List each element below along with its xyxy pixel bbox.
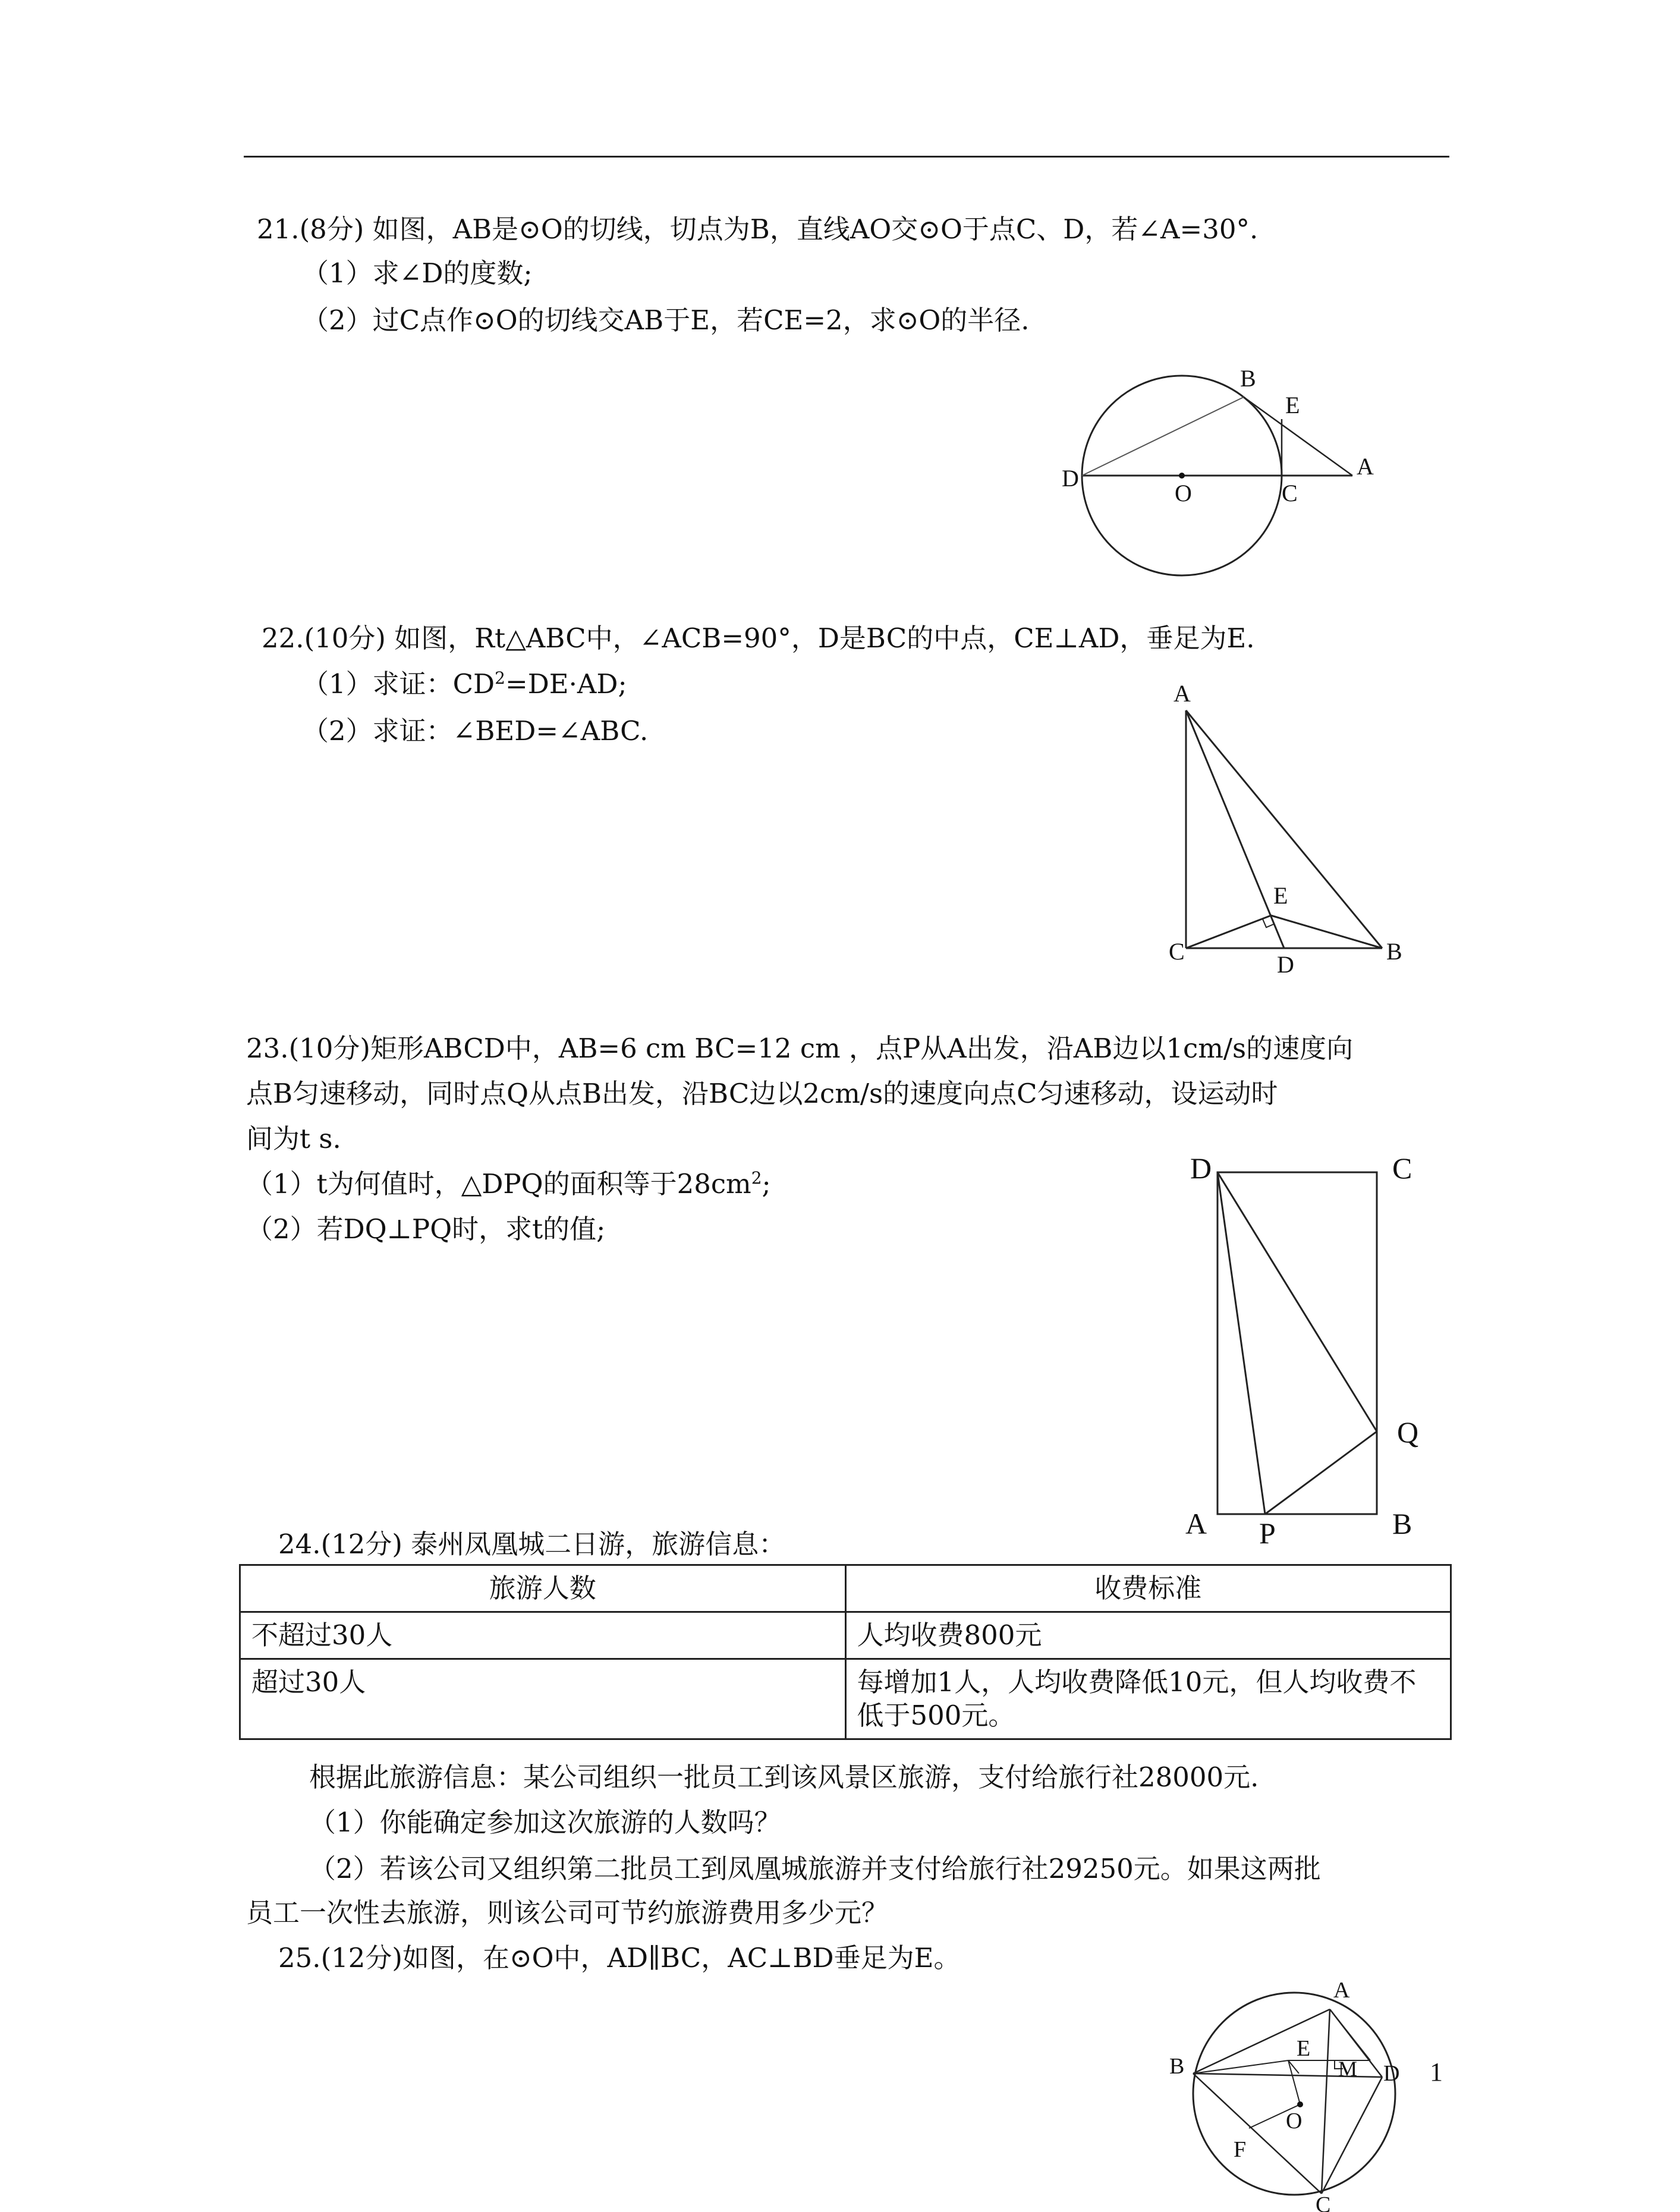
q22-part1-tail: =DE·AD;: [505, 668, 627, 700]
table-row: [240, 1659, 1451, 1739]
page-number: 1: [1430, 2057, 1443, 2087]
q25-label-F: F: [1234, 2137, 1247, 2162]
q25-label-O: O: [1286, 2109, 1303, 2134]
q25-label-D: D: [1383, 2061, 1400, 2086]
q23-label-A: A: [1185, 1507, 1207, 1540]
q22-label-D: D: [1277, 951, 1294, 975]
table-cell: 每增加1人，人均收费降低10元，但人均收费不低于500元。: [845, 1659, 1451, 1739]
table-cell: 人均收费800元: [845, 1612, 1451, 1659]
q23-label-D: D: [1190, 1151, 1212, 1185]
q21-stem: 21.(8分) 如图，AB是⊙O的切线，切点为B，直线AO交⊙O于点C、D，若∠A=30°.: [257, 213, 1259, 245]
q21-label-A: A: [1357, 453, 1374, 480]
q22-part1-sup: 2: [495, 668, 505, 688]
q25-stem: 25.(12分)如图，在⊙O中，AD∥BC，AC⊥BD垂足为E。: [278, 1942, 961, 1974]
q23-label-C: C: [1392, 1151, 1412, 1185]
q22-part1-text: （1）求证：CD: [302, 668, 495, 700]
q21-label-D: D: [1062, 465, 1079, 492]
table-cell: 超过30人: [240, 1659, 846, 1739]
q24-part2-line1: （2）若该公司又组织第二批员工到凤凰城旅游并支付给旅行社29250元。如果这两批: [309, 1853, 1321, 1884]
q25-figure: [1156, 1956, 1418, 2212]
q23-part1: [246, 1168, 771, 1201]
q24-part2-line2: 员工一次性去旅游，则该公司可节约旅游费用多少元？: [246, 1897, 889, 1928]
q25-label-M: M: [1338, 2057, 1358, 2081]
q22-label-C: C: [1169, 938, 1185, 965]
q21-label-B: B: [1240, 365, 1256, 392]
q21-label-O: O: [1175, 480, 1192, 506]
q23-line2: 点B匀速移动，同时点Q从点B出发，沿BC边以2cm/s的速度向点C匀速移动，设运动时: [246, 1078, 1278, 1109]
q23-line3: 间为t s.: [246, 1123, 341, 1154]
table-header: 收费标准: [845, 1565, 1451, 1612]
q25-label-C: C: [1316, 2192, 1331, 2212]
q23-part1-tail: ;: [762, 1168, 771, 1200]
q24-stem: 24.(12分) 泰州凤凰城二日游，旅游信息：: [278, 1528, 786, 1560]
q22-part2: （2）求证：∠BED=∠ABC.: [302, 715, 649, 747]
table-cell: 不超过30人: [240, 1612, 846, 1659]
q25-label-E: E: [1297, 2036, 1311, 2061]
q22-part1: [302, 668, 627, 701]
table-header-row: [240, 1565, 1451, 1612]
q24-part1: （1）你能确定参加这次旅游的人数吗？: [309, 1807, 781, 1838]
q22-label-A: A: [1174, 680, 1191, 707]
q24-intro: 根据此旅游信息：某公司组织一批员工到该风景区旅游，支付给旅行社28000元.: [309, 1761, 1259, 1793]
q23-part1-sup: 2: [751, 1168, 762, 1188]
q21-figure: [1052, 357, 1397, 583]
q23-figure: [1177, 1147, 1427, 1552]
q25-label-A: A: [1333, 1978, 1350, 2003]
q21-label-C: C: [1282, 480, 1298, 506]
q21-part1: （1）求∠D的度数;: [302, 257, 533, 289]
q25-label-B: B: [1169, 2054, 1185, 2079]
header-rule: [244, 156, 1449, 158]
q23-label-B: B: [1392, 1507, 1412, 1540]
q23-part1-text: （1）t为何值时，△DPQ的面积等于28cm: [246, 1168, 751, 1200]
q23-line1: 23.(10分)矩形ABCD中，AB=6 cm BC=12 cm ，点P从A出发，沿AB边以1cm/s的速度向: [246, 1033, 1354, 1064]
q21-part2: （2）过C点作⊙O的切线交AB于E，若CE=2，求⊙O的半径.: [302, 304, 1030, 336]
q22-figure: [1153, 678, 1415, 975]
q23-label-Q: Q: [1397, 1415, 1419, 1449]
q23-label-P: P: [1259, 1516, 1276, 1550]
q22-label-E: E: [1273, 882, 1288, 909]
q22-label-B: B: [1386, 938, 1402, 965]
q22-stem: 22.(10分) 如图，Rt△ABC中，∠ACB=90°，D是BC的中点，CE⊥AD，垂足为E.: [262, 622, 1255, 654]
q23-part2: （2）若DQ⊥PQ时，求t的值;: [246, 1213, 606, 1245]
table-header: 旅游人数: [240, 1565, 846, 1612]
table-row: [240, 1612, 1451, 1659]
fee-table: [239, 1564, 1452, 1740]
q21-label-E: E: [1285, 392, 1300, 419]
